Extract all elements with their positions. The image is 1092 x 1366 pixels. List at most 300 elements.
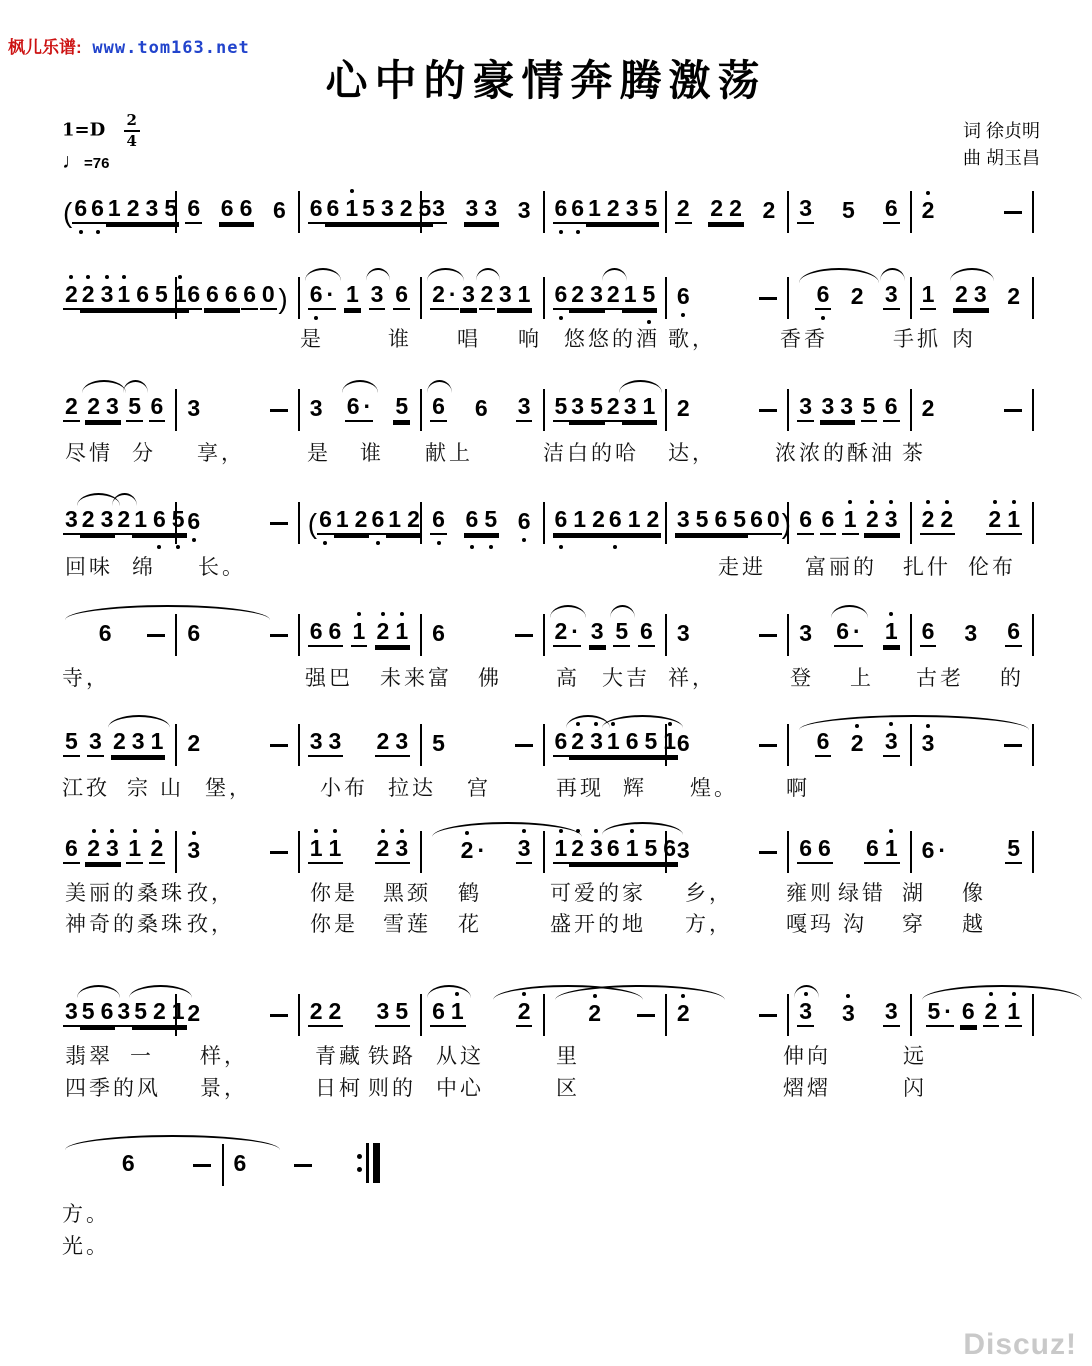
note-group: [553, 395, 570, 422]
note-digit: 2: [518, 1000, 531, 1023]
measure: [177, 1002, 297, 1027]
duration-dash: [1004, 409, 1022, 412]
note-group: [308, 197, 325, 224]
note-digit: 1: [921, 281, 935, 307]
note-digit: 2: [851, 732, 864, 755]
note-digit: 1: [573, 506, 587, 532]
note-group: [97, 622, 114, 647]
repeat-sign: [357, 1143, 380, 1183]
note-digit: 6: [750, 506, 763, 532]
note-group: [430, 732, 447, 757]
note-digit: 2: [81, 506, 95, 532]
note-digit: 5: [395, 393, 409, 419]
note-digit: 3: [65, 506, 78, 532]
note-group: [85, 395, 121, 422]
measure: [422, 732, 542, 757]
note-group: [63, 730, 80, 757]
note-digit: 2: [87, 393, 101, 419]
note-digit: 5: [927, 998, 941, 1024]
octave-dot-high: [889, 500, 893, 504]
note-digit: 3: [885, 508, 898, 531]
note-digit: 3: [676, 620, 690, 646]
note-digit: 2: [87, 837, 100, 860]
note-digit: 3: [517, 197, 531, 223]
note-group: [185, 1002, 202, 1027]
note-group: [185, 197, 202, 224]
augmentation-dot: ·: [853, 618, 861, 644]
note-digit: 6: [466, 508, 479, 531]
note-group: [115, 508, 132, 535]
note-digit: 6: [326, 195, 340, 221]
note-digit: 2: [126, 195, 140, 221]
measure: [300, 283, 420, 310]
lyric-syllable: 伸向: [783, 1045, 831, 1068]
note-group: [351, 620, 368, 647]
measure: [300, 837, 420, 864]
octave-dot-high: [1012, 992, 1016, 996]
repeat-thick-bar: [373, 1143, 380, 1183]
note-digit: 6: [224, 281, 238, 307]
note-group: [87, 730, 104, 757]
lyric-syllable: 四季的风: [65, 1077, 161, 1100]
note-group: [459, 839, 487, 864]
note-digit: 6: [187, 195, 201, 221]
note-digit: 6: [100, 998, 114, 1024]
note-digit: 3: [484, 195, 498, 221]
note-digit: 3: [117, 998, 131, 1024]
lyric-syllable: 黑颈: [383, 882, 431, 905]
note-digit: 1: [134, 506, 147, 532]
lyric-syllable: 绿错: [838, 882, 886, 905]
note-digit: 2: [112, 728, 126, 754]
measure: [545, 395, 665, 422]
augmentation-dot: ·: [448, 281, 457, 307]
note-group: [63, 1000, 80, 1027]
note-group: [430, 622, 447, 647]
lyric-syllable: 湖: [902, 882, 926, 905]
barline: [1032, 831, 1034, 873]
measure: [177, 281, 297, 314]
augmentation-dot: ·: [938, 837, 947, 863]
key-letter: D: [89, 119, 106, 141]
lyric-syllable: 孜，: [187, 882, 235, 905]
note-digit: 3: [884, 281, 898, 307]
note-group: [920, 283, 937, 310]
lyric-syllable: 样，: [200, 1045, 248, 1068]
lyric-syllable: 景，: [200, 1077, 248, 1100]
note-digit: 5: [65, 728, 78, 754]
note-digit: 1: [128, 837, 141, 860]
note-group: [553, 837, 570, 864]
note-digit: 6: [187, 510, 200, 533]
measure: [55, 837, 175, 864]
note-group: [204, 283, 240, 310]
octave-dot-high: [576, 829, 580, 833]
lyric-syllable: 肉: [952, 328, 976, 351]
note-group: [516, 1000, 533, 1027]
note-group: [926, 1000, 954, 1027]
note-digit: 6: [571, 197, 584, 220]
note-digit: 3: [590, 837, 603, 860]
note-group: [861, 395, 878, 422]
note-digit: 6: [921, 837, 935, 863]
lyric-syllable: 宫: [467, 777, 491, 800]
duration-dash: [147, 634, 165, 637]
note-group: [115, 1000, 132, 1027]
note-group: [149, 395, 166, 422]
note-digit: 1: [885, 620, 898, 643]
note-digit: 2: [921, 395, 935, 421]
note-digit: 2: [955, 281, 968, 307]
note-digit: 2: [82, 283, 95, 306]
note-group: [920, 620, 937, 647]
note-group: [797, 395, 814, 422]
lyric-syllable: 大吉: [602, 667, 650, 690]
note-digit: 3: [517, 393, 531, 419]
close-parenthesis: ): [278, 283, 288, 314]
quarter-note-icon: ♩: [62, 150, 83, 173]
note-group: [553, 283, 570, 310]
note-group: [797, 197, 814, 224]
note-digit: 6: [187, 620, 201, 646]
key-tonic: 1: [62, 119, 75, 141]
octave-dot-high: [314, 829, 318, 833]
note-digit: 3: [187, 839, 200, 862]
augmentation-dot: ·: [326, 281, 335, 307]
note-digit: 3: [885, 730, 898, 753]
note-group: [553, 508, 607, 535]
octave-dot-low: [437, 541, 441, 545]
note-group: [479, 283, 496, 310]
note-digit: 6: [153, 508, 166, 531]
note-group: [393, 283, 410, 310]
note-digit: 2: [117, 506, 131, 532]
note-group: [622, 395, 658, 422]
lyric-syllable: 再现: [556, 777, 604, 800]
octave-dot-high: [668, 722, 672, 726]
note-digit: 6: [816, 728, 830, 754]
score-line: [55, 711, 1034, 757]
lyric-syllable: 登: [790, 667, 814, 690]
note-digit: 3: [518, 837, 531, 860]
octave-dot-low: [323, 541, 327, 545]
note-digit: 1: [451, 1000, 464, 1023]
note-group: [920, 397, 937, 422]
note-digit: 6: [663, 835, 677, 861]
measure: [912, 732, 1032, 757]
note-digit: 5: [644, 195, 658, 221]
octave-dot-high: [889, 612, 893, 616]
duration-dash: [515, 634, 533, 637]
octave-dot-high: [889, 829, 893, 833]
note-digit: 2: [399, 195, 413, 221]
lyric-syllable: 伦布: [968, 556, 1016, 579]
note-group: [308, 283, 336, 310]
note-group: [344, 283, 361, 310]
note-group: [864, 837, 900, 864]
score-line: [55, 601, 1034, 647]
note-digit: 3: [884, 998, 898, 1024]
slur-arc-curve: [799, 715, 1029, 730]
lyric-syllable: 一: [130, 1045, 154, 1068]
lyric-syllable: 唱: [457, 328, 481, 351]
note-group: [920, 508, 956, 535]
octave-dot-high: [105, 275, 109, 279]
note-digit: 5: [644, 728, 658, 754]
lyric-syllable: 谁: [388, 328, 412, 351]
note-digit: 2: [676, 195, 690, 221]
note-digit: 1: [346, 281, 359, 307]
measure: [789, 1000, 909, 1027]
note-digit: 3: [65, 998, 78, 1024]
composer-credit: 曲 胡玉昌: [962, 148, 1040, 168]
note-digit: 5: [484, 508, 497, 531]
note-digit: 2: [151, 837, 164, 860]
note-digit: 2: [646, 506, 660, 532]
note-group: [840, 199, 857, 224]
lyric-syllable: 是: [300, 328, 324, 351]
duration-dash: [759, 409, 777, 412]
note-group: [516, 395, 533, 422]
note-digit: 0: [261, 281, 275, 307]
note-group: [983, 1000, 1000, 1027]
note-digit: 3: [106, 837, 119, 860]
repeat-dot: [357, 1154, 362, 1159]
note-digit: 6: [432, 393, 445, 419]
note-digit: 2: [571, 730, 584, 753]
note-group: [820, 395, 856, 422]
note-group: [80, 283, 116, 310]
note-digit: 3: [465, 195, 479, 221]
note-group: [586, 1002, 603, 1027]
measure: [789, 283, 909, 310]
lyric-syllable: 手抓: [893, 328, 941, 351]
watermark: Discuz!: [963, 1328, 1077, 1361]
lyric-syllable: 啊: [786, 777, 810, 800]
octave-dot-high: [400, 612, 404, 616]
octave-dot-high: [1012, 500, 1016, 504]
lyric-syllable: 浓浓的酥油: [775, 442, 895, 465]
measure: [912, 1000, 1032, 1027]
note-digit: 6: [309, 195, 323, 221]
slur-arc-curve: [799, 268, 879, 283]
barline: [1032, 994, 1034, 1036]
song-title: 心中的豪情奔腾激荡: [325, 56, 767, 105]
open-parenthesis: (: [307, 508, 318, 539]
duration-dash: [759, 1014, 777, 1017]
lyric-syllable: 乡，: [685, 882, 733, 905]
octave-dot-low: [79, 230, 83, 234]
note-group: [260, 283, 277, 310]
lyric-syllable: 强巴: [305, 667, 353, 690]
octave-dot-high: [594, 722, 598, 726]
note-digit: 3: [625, 195, 639, 221]
note-digit: 1: [517, 281, 531, 307]
note-digit: 2: [988, 508, 1001, 531]
score-line: [55, 178, 1034, 228]
note-group: [797, 837, 833, 864]
lyric-syllable: 宗: [127, 777, 151, 800]
measure: [55, 506, 185, 535]
note-digit: 1: [642, 393, 656, 419]
lyric-syllable: 像: [962, 882, 986, 905]
lyric-syllable: 雍则: [786, 882, 834, 905]
note-digit: 5: [164, 195, 178, 221]
measure: [422, 197, 542, 224]
note-group: [185, 622, 202, 647]
note-digit: 1: [388, 506, 402, 532]
measure: [177, 622, 297, 647]
note-group: [586, 197, 659, 224]
note-digit: 6: [432, 508, 445, 531]
octave-dot-low: [157, 545, 161, 549]
note-group: [126, 837, 143, 864]
octave-dot-high: [69, 275, 73, 279]
octave-dot-high: [594, 829, 598, 833]
lyric-syllable: 方。: [62, 1203, 110, 1226]
note-group: [80, 1000, 116, 1027]
note-digit: 2: [354, 506, 368, 532]
measure: [55, 730, 175, 757]
note-digit: 3: [590, 730, 603, 753]
lyric-syllable: 沟: [843, 913, 867, 936]
note-group: [613, 620, 630, 647]
time-signature: [124, 112, 140, 149]
note-group: [569, 395, 605, 422]
note-digit: 2: [762, 197, 776, 223]
note-digit: 1: [607, 730, 620, 753]
note-digit: 3: [145, 195, 159, 221]
note-digit: 3: [498, 281, 512, 307]
note-group: [920, 199, 937, 224]
octave-dot-low: [489, 545, 493, 549]
duration-dash: [270, 634, 288, 637]
note-digit: 6: [640, 618, 653, 644]
barline: [1032, 191, 1034, 233]
duration-dash: [759, 634, 777, 637]
measure: [789, 508, 909, 535]
measure: [177, 732, 297, 757]
score-line: [55, 818, 1034, 864]
close-parenthesis: ): [781, 508, 791, 539]
note-digit: 2: [606, 195, 620, 221]
note-digit: 5: [862, 393, 876, 419]
measure: [55, 395, 175, 422]
duration-dash: [759, 744, 777, 747]
measure: [300, 395, 420, 422]
note-group: [516, 510, 533, 535]
duration-dash: [294, 1164, 312, 1167]
credits: [963, 118, 1040, 172]
measure: [545, 197, 665, 224]
measure: [545, 835, 677, 864]
octave-dot-high: [155, 829, 159, 833]
measure: [224, 1143, 391, 1177]
lyric-syllable: 上: [850, 667, 874, 690]
note-digit: 6: [625, 728, 639, 754]
note-group: [317, 508, 334, 535]
measure: [422, 508, 542, 535]
note-digit: 2: [65, 393, 78, 419]
note-digit: 5: [172, 508, 185, 531]
note-group: [345, 395, 373, 422]
score-line: [55, 264, 1034, 314]
note-digit: 2: [922, 508, 935, 531]
note-digit: 1: [1007, 508, 1020, 531]
repeat-thin-bar: [366, 1143, 369, 1183]
barline: [1032, 502, 1034, 544]
duration-dash: [270, 851, 288, 854]
note-digit: 3: [590, 281, 603, 307]
lyric-syllable: 山: [160, 777, 184, 800]
note-digit: 6: [309, 618, 323, 644]
note-group: [232, 1152, 249, 1177]
note-group: [185, 510, 202, 535]
lyric-syllable: 区: [556, 1077, 580, 1100]
key-equals: =: [74, 119, 90, 141]
note-digit: 6: [866, 835, 879, 861]
measure: [545, 508, 665, 535]
note-digit: 1: [310, 837, 323, 860]
octave-dot-high: [846, 994, 850, 998]
note-group: [834, 620, 862, 647]
augmentation-dot: ·: [944, 998, 952, 1024]
note-group: [308, 730, 344, 757]
note-group: [675, 397, 692, 422]
measure: [55, 998, 185, 1027]
note-digit: 2: [554, 618, 568, 644]
measure: [422, 622, 542, 647]
note-digit: 3: [799, 393, 813, 419]
note-digit: 2: [461, 839, 474, 862]
lyric-syllable: 青藏: [315, 1045, 363, 1068]
note-digit: 2: [588, 1002, 601, 1025]
note-digit: 6: [74, 197, 87, 220]
note-group: [241, 283, 258, 310]
time-signature-numerator: 2: [124, 112, 140, 132]
measure: [667, 1002, 787, 1027]
octave-dot-high: [576, 722, 580, 726]
lyric-syllable: 神奇的桑珠: [65, 913, 185, 936]
lyric-syllable: 方，: [685, 913, 733, 936]
note-digit: 3: [676, 837, 690, 863]
measure: [667, 397, 787, 422]
measure: [667, 197, 787, 224]
note-group: [185, 283, 202, 310]
note-group: [920, 839, 948, 864]
note-digit: 6: [136, 281, 149, 307]
note-group: [638, 620, 655, 647]
note-group: [106, 197, 179, 224]
note-digit: 1: [117, 283, 130, 306]
note-group: [63, 837, 80, 864]
measure: [300, 1000, 420, 1027]
note-digit: 6: [921, 618, 935, 644]
measure: [912, 283, 1032, 310]
note-digit: 5: [615, 618, 629, 644]
lyric-syllable: 祥，: [668, 667, 716, 690]
note-digit: 2: [376, 728, 390, 754]
duration-dash: [759, 297, 777, 300]
barline: [1032, 724, 1034, 766]
note-group: [849, 732, 866, 757]
note-digit: 6: [555, 197, 568, 220]
note-group: [883, 1000, 900, 1027]
note-digit: 1: [107, 195, 121, 221]
site-url[interactable]: www.tom163.net: [92, 38, 250, 58]
note-group: [430, 283, 458, 310]
note-digit: 5: [642, 283, 655, 306]
